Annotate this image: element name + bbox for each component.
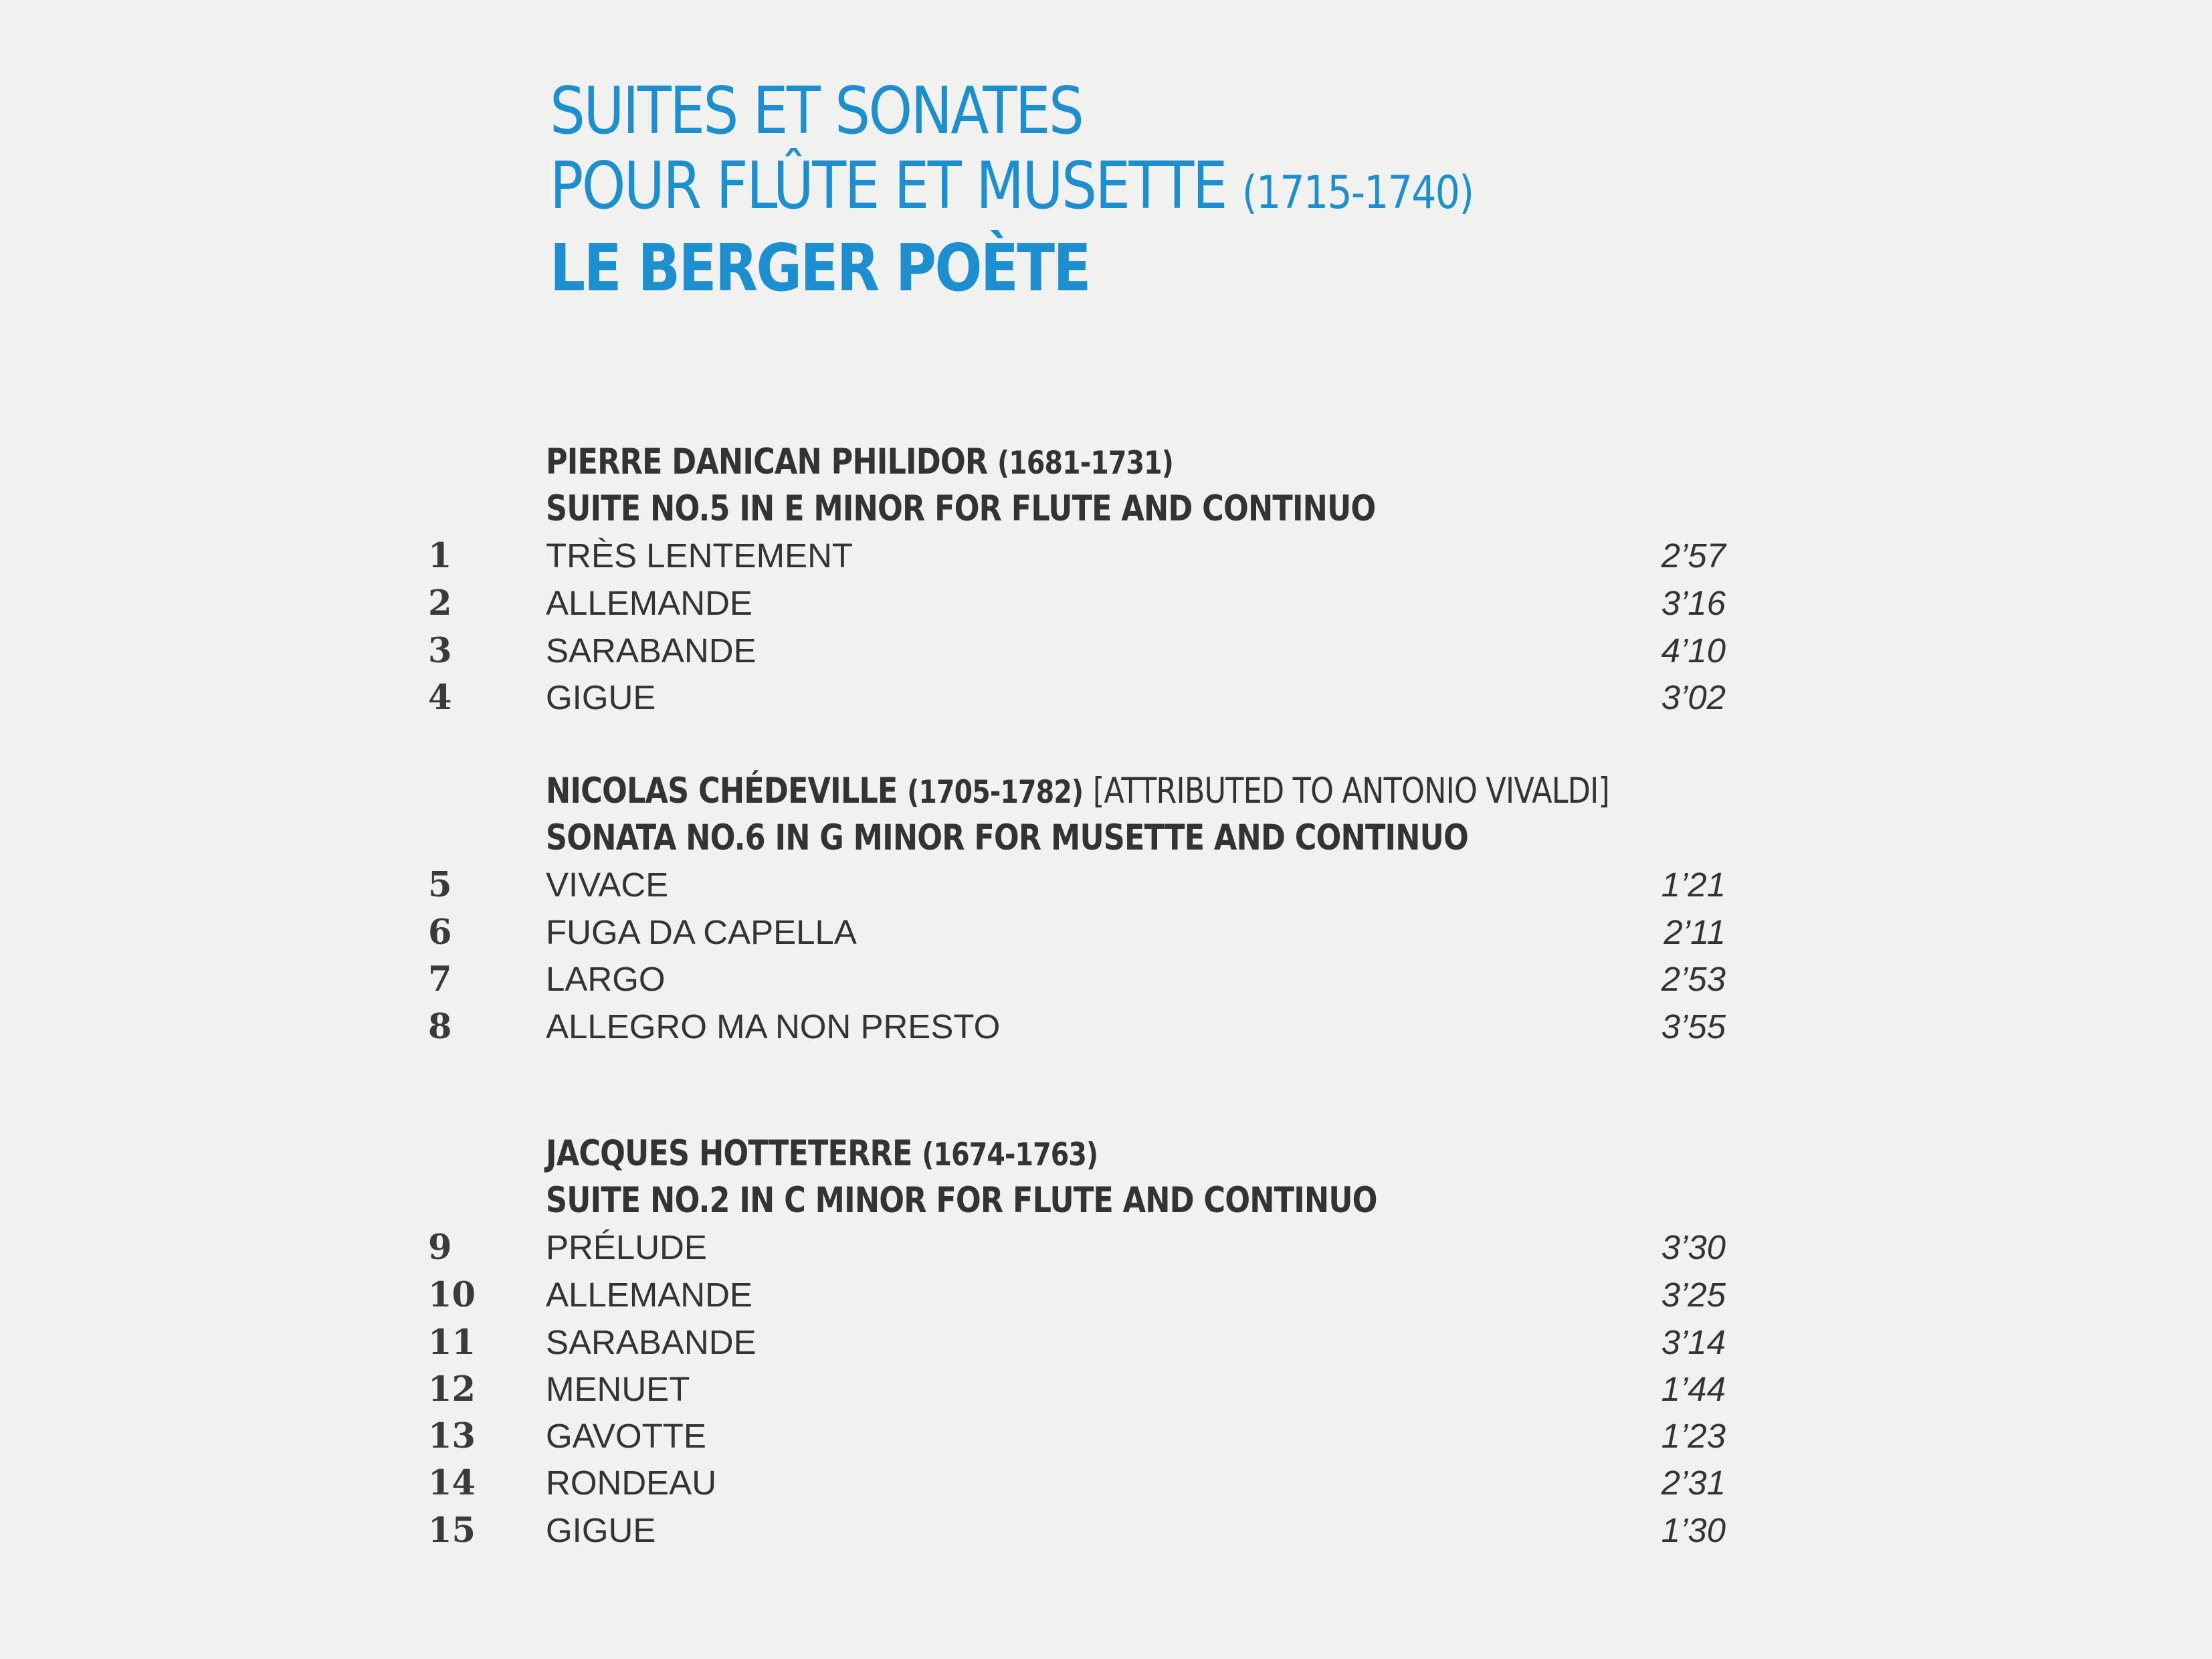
track-number: 12 bbox=[428, 1369, 476, 1409]
track-number: 9 bbox=[428, 1228, 452, 1268]
track-row bbox=[0, 1224, 2212, 1271]
track-duration: 2’11 bbox=[1664, 913, 1726, 951]
work-title: SONATA NO.6 IN G MINOR FOR MUSETTE AND CONTINUO bbox=[546, 817, 1468, 858]
track-title: SARABANDE bbox=[546, 631, 757, 670]
track-title: SARABANDE bbox=[546, 1323, 757, 1361]
track-row bbox=[0, 1272, 2212, 1319]
track-duration: 3’14 bbox=[1661, 1323, 1726, 1361]
track-duration: 2’53 bbox=[1661, 960, 1726, 998]
composer-years: (1674-1763) bbox=[922, 1137, 1098, 1173]
track-row bbox=[0, 1319, 2212, 1366]
track-number: 11 bbox=[428, 1323, 476, 1363]
track-row bbox=[0, 1413, 2212, 1460]
track-title: GAVOTTE bbox=[546, 1417, 706, 1455]
album-title-block bbox=[550, 74, 1623, 306]
track-row bbox=[0, 1366, 2212, 1413]
track-duration: 3’30 bbox=[1661, 1228, 1726, 1266]
track-title: ALLEMANDE bbox=[546, 1276, 752, 1314]
track-title: PRÉLUDE bbox=[546, 1228, 707, 1266]
track-number: 14 bbox=[428, 1463, 476, 1503]
work-title: SUITE NO.2 IN C MINOR FOR FLUTE AND CONTINUO bbox=[546, 1180, 1377, 1221]
composer-name: JACQUES HOTTETERRE bbox=[546, 1133, 912, 1174]
track-row bbox=[0, 862, 2212, 908]
ensemble-name: LE BERGER POÈTE bbox=[550, 230, 1090, 306]
composer-name: NICOLAS CHÉDEVILLE bbox=[546, 771, 898, 811]
track-title: MENUET bbox=[546, 1370, 690, 1408]
track-row bbox=[0, 627, 2212, 674]
track-number: 2 bbox=[428, 583, 452, 623]
composer-line bbox=[546, 768, 1609, 816]
track-number: 8 bbox=[428, 1007, 452, 1047]
composer-line bbox=[546, 1131, 1098, 1179]
track-row bbox=[0, 580, 2212, 627]
track-row bbox=[0, 956, 2212, 1003]
composer-line bbox=[546, 439, 1173, 487]
track-title: LARGO bbox=[546, 960, 666, 998]
track-title: FUGA DA CAPELLA bbox=[546, 913, 857, 951]
track-number: 4 bbox=[428, 678, 452, 718]
track-duration: 1’23 bbox=[1661, 1417, 1726, 1455]
track-duration: 1’21 bbox=[1661, 866, 1726, 904]
track-title: GIGUE bbox=[546, 678, 656, 716]
track-number: 15 bbox=[428, 1510, 476, 1551]
composer-years: (1681-1731) bbox=[997, 445, 1174, 482]
track-number: 13 bbox=[428, 1416, 476, 1456]
track-row bbox=[0, 909, 2212, 956]
track-row bbox=[0, 532, 2212, 579]
track-number: 1 bbox=[428, 536, 452, 576]
album-title-line-1: SUITES ET SONATES bbox=[550, 73, 1083, 149]
album-title-line-2-text: POUR FLÛTE ET MUSETTE bbox=[550, 148, 1226, 223]
track-number: 7 bbox=[428, 959, 452, 999]
composer-years: (1705-1782) bbox=[907, 774, 1084, 811]
track-title: ALLEMANDE bbox=[546, 584, 752, 622]
track-title: VIVACE bbox=[546, 866, 669, 904]
track-duration: 3’16 bbox=[1661, 584, 1726, 622]
track-duration: 3’25 bbox=[1661, 1276, 1726, 1314]
track-duration: 1’30 bbox=[1661, 1511, 1726, 1549]
track-row bbox=[0, 1507, 2212, 1554]
track-duration: 3’02 bbox=[1661, 678, 1726, 716]
track-row bbox=[0, 674, 2212, 721]
attribution-note: [ATTRIBUTED TO ANTONIO VIVALDI] bbox=[1092, 771, 1609, 811]
track-duration: 3’55 bbox=[1661, 1007, 1726, 1046]
track-title: TRÈS LENTEMENT bbox=[546, 536, 853, 575]
work-title: SUITE NO.5 IN E MINOR FOR FLUTE AND CONTINUO bbox=[546, 488, 1376, 529]
track-duration: 1’44 bbox=[1661, 1370, 1726, 1408]
track-number: 5 bbox=[428, 865, 452, 905]
track-title: GIGUE bbox=[546, 1511, 656, 1549]
album-title-line-2 bbox=[550, 149, 1473, 231]
track-row bbox=[0, 1460, 2212, 1506]
track-duration: 2’57 bbox=[1661, 536, 1726, 575]
track-row bbox=[0, 1003, 2212, 1050]
track-title: RONDEAU bbox=[546, 1464, 717, 1502]
track-number: 10 bbox=[428, 1275, 476, 1315]
track-title: ALLEGRO MA NON PRESTO bbox=[546, 1007, 1001, 1046]
composer-name: PIERRE DANICAN PHILIDOR bbox=[546, 442, 988, 482]
track-duration: 4’10 bbox=[1661, 631, 1726, 670]
album-years: (1715-1740) bbox=[1241, 167, 1474, 219]
track-number: 6 bbox=[428, 912, 452, 953]
track-duration: 2’31 bbox=[1661, 1464, 1726, 1502]
track-number: 3 bbox=[428, 631, 452, 671]
